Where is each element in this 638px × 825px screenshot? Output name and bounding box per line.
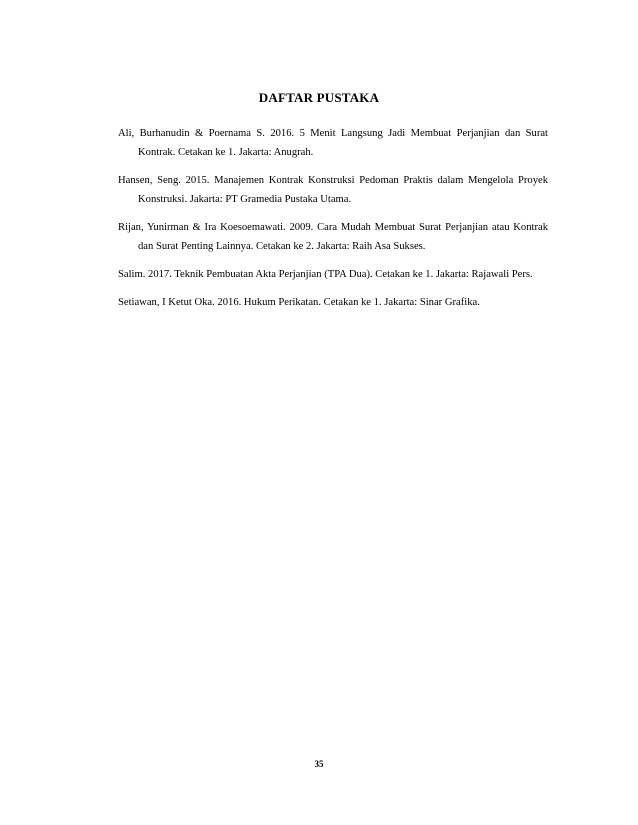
- page-title: DAFTAR PUSTAKA: [258, 90, 380, 105]
- reference-item: Salim. 2017. Teknik Pembuatan Akta Perjanjian (TPA Dua). Cetakan ke 1. Jakarta: Rajawali Pers.: [118, 269, 533, 280]
- page-number: 35: [314, 759, 324, 769]
- reference-item: Rijan, Yunirman & Ira Koesoemawati. 2009. Cara Mudah Membuat Surat Perjanjian atau Kontrak dan Surat Penting Lainnya. Cetakan ke 2. Jakarta: Raih Asa Sukses.: [118, 222, 548, 252]
- reference-list: [118, 124, 548, 321]
- reference-item: Setiawan, I Ketut Oka. 2016. Hukum Perikatan. Cetakan ke 1. Jakarta: Sinar Grafika.: [118, 297, 480, 308]
- reference-item: Hansen, Seng. 2015. Manajemen Kontrak Konstruksi Pedoman Praktis dalam Mengelola Proyek Konstruksi. Jakarta: PT Gramedia Pustaka Utama.: [118, 175, 548, 205]
- reference-item: Ali, Burhanudin & Poernama S. 2016. 5 Menit Langsung Jadi Membuat Perjanjian dan Surat Kontrak. Cetakan ke 1. Jakarta: Anugrah.: [118, 128, 548, 158]
